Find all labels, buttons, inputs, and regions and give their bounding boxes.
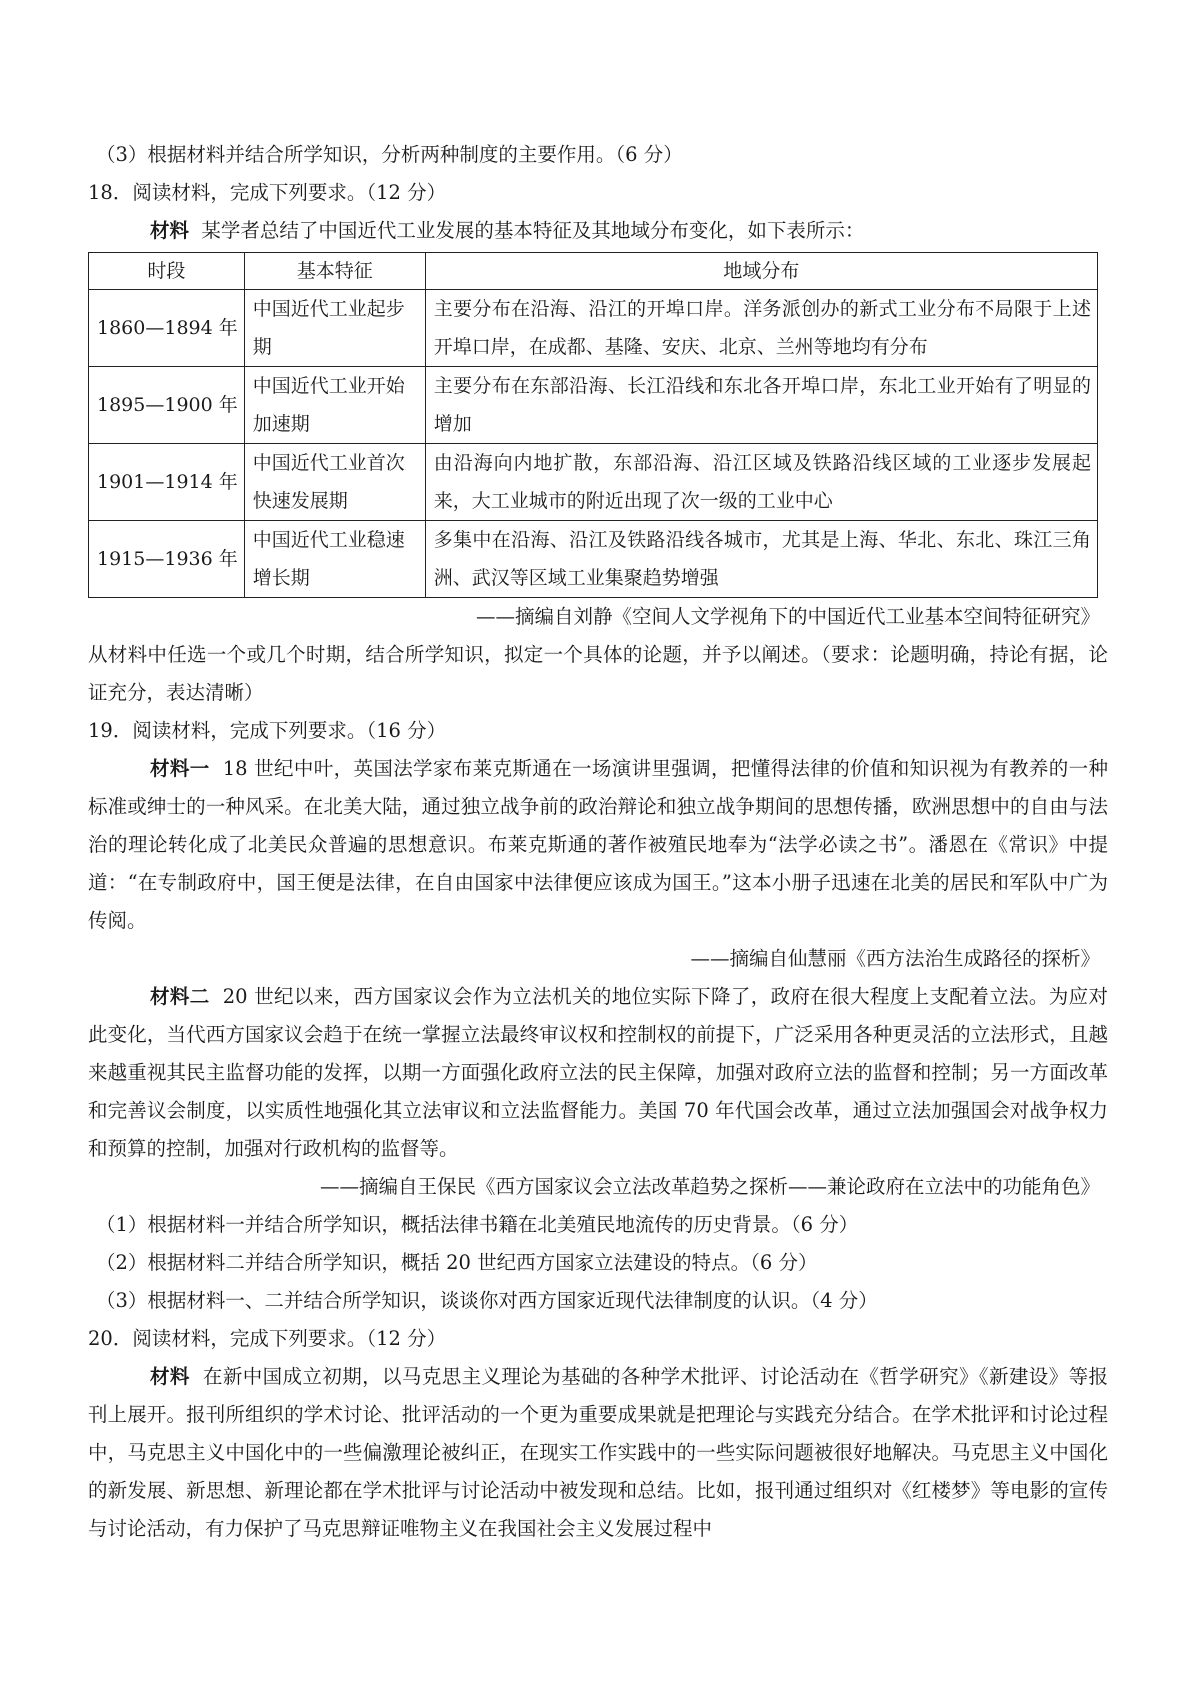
table-row [89, 367, 1098, 444]
q19-sub3: （3）根据材料一、二并结合所学知识，谈谈你对西方国家近现代法律制度的认识。（4 分） [96, 1289, 878, 1312]
row-period: 1895—1900 年 [89, 367, 245, 444]
row-feature: 中国近代工业起步期 [244, 290, 425, 367]
table-row [89, 290, 1098, 367]
q19-m1-source: ——摘编自仙慧丽《西方法治生成路径的探析》 [690, 947, 1100, 970]
q19-material-2 [88, 978, 1108, 1168]
q19-m2-source: ——摘编自王保民《西方国家议会立法改革趋势之探析——兼论政府在立法中的功能角色》 [319, 1175, 1100, 1198]
table-header-row [89, 253, 1098, 290]
q17-sub3: （3）根据材料并结合所学知识，分析两种制度的主要作用。（6 分） [96, 143, 683, 166]
row-distribution: 主要分布在沿海、沿江的开埠口岸。洋务派创办的新式工业分布不局限于上述开埠口岸，在成都、基隆、安庆、北京、兰州等地均有分布 [425, 290, 1097, 367]
q19-m1-text: 18 世纪中叶，英国法学家布莱克斯通在一场演讲里强调，把懂得法律的价值和知识视为有教养的一种标准或绅士的一种风采。在北美大陆，通过独立战争前的政治辩论和独立战争期间的思想传播，欧洲思想中的自由与法治的理论转化成了北美民众普遍的思想意识。布莱克斯通的著作被殖民地奉为“法学必读之书”。潘恩在《常识》中提道：“在专制政府中，国王便是法律，在自由国家中法律便应该成为国王。”这本小册子迅速在北美的居民和军队中广为传阅。 [88, 757, 1108, 932]
q18-material-label: 材料 [150, 219, 190, 242]
q19-sub1: （1）根据材料一并结合所学知识，概括法律书籍在北美殖民地流传的历史背景。（6 分） [96, 1213, 859, 1236]
industry-table [88, 252, 1098, 598]
q18-task: 从材料中任选一个或几个时期，结合所学知识，拟定一个具体的论题，并予以阐述。（要求：论题明确，持论有据，论证充分，表达清晰） [88, 643, 1108, 704]
q18-source: ——摘编自刘静《空间人文学视角下的中国近代工业基本空间特征研究》 [475, 605, 1100, 628]
q20-material-text: 在新中国成立初期，以马克思主义理论为基础的各种学术批评、讨论活动在《哲学研究》《新建设》等报刊上展开。报刊所组织的学术讨论、批评活动的一个更为重要成果就是把理论与实践充分结合。在学术批评和讨论过程中，马克思主义中国化中的一些偏激理论被纠正，在现实工作实践中的一些实际问题被很好地解决。马克思主义中国化的新发展、新思想、新理论都在学术批评与讨论活动中被发现和总结。比如，报刊通过组织对《红楼梦》等电影的宣传与讨论活动，有力保护了马克思辩证唯物主义在我国社会主义发展过程中 [88, 1365, 1108, 1540]
q18-heading: 18．阅读材料，完成下列要求。（12 分） [88, 181, 447, 204]
row-feature: 中国近代工业稳速增长期 [244, 521, 425, 598]
table-row [89, 521, 1098, 598]
table-header-feature: 基本特征 [244, 253, 425, 290]
row-feature: 中国近代工业首次快速发展期 [244, 444, 425, 521]
q19-m2-text: 20 世纪以来，西方国家议会作为立法机关的地位实际下降了，政府在很大程度上支配着立法。为应对此变化，当代西方国家议会趋于在统一掌握立法最终审议权和控制权的前提下，广泛采用各种更灵活的立法形式，且越来越重视其民主监督功能的发挥，以期一方面强化政府立法的民主保障，加强对政府立法的监督和控制；另一方面改革和完善议会制度，以实质性地强化其立法审议和立法监督能力。美国 70 年代国会改革，通过立法加强国会对战争权力和预算的控制，加强对行政机构的监督等。 [88, 985, 1108, 1160]
row-period: 1901—1914 年 [89, 444, 245, 521]
row-feature: 中国近代工业开始加速期 [244, 367, 425, 444]
q19-m2-label: 材料二 [150, 985, 210, 1008]
q19-material-1 [88, 750, 1108, 940]
q18-material [88, 212, 1108, 250]
q20-material [88, 1358, 1108, 1548]
row-distribution: 主要分布在东部沿海、长江沿线和东北各开埠口岸，东北工业开始有了明显的增加 [425, 367, 1097, 444]
table-row [89, 444, 1098, 521]
row-period: 1915—1936 年 [89, 521, 245, 598]
row-distribution: 多集中在沿海、沿江及铁路沿线各城市，尤其是上海、华北、东北、珠江三角洲、武汉等区域工业集聚趋势增强 [425, 521, 1097, 598]
q20-material-label: 材料 [150, 1365, 190, 1388]
q20-heading: 20．阅读材料，完成下列要求。（12 分） [88, 1327, 447, 1350]
q19-heading: 19．阅读材料，完成下列要求。（16 分） [88, 719, 447, 742]
q19-sub2: （2）根据材料二并结合所学知识，概括 20 世纪西方国家立法建设的特点。（6 分） [96, 1251, 818, 1274]
table-header-distribution: 地域分布 [425, 253, 1097, 290]
q18-material-intro: 某学者总结了中国近代工业发展的基本特征及其地域分布变化，如下表所示： [201, 219, 865, 242]
row-period: 1860—1894 年 [89, 290, 245, 367]
row-distribution: 由沿海向内地扩散，东部沿海、沿江区域及铁路沿线区域的工业逐步发展起来，大工业城市的附近出现了次一级的工业中心 [425, 444, 1097, 521]
q19-m1-label: 材料一 [150, 757, 210, 780]
table-header-period: 时段 [89, 253, 245, 290]
exam-page [88, 136, 1108, 1548]
